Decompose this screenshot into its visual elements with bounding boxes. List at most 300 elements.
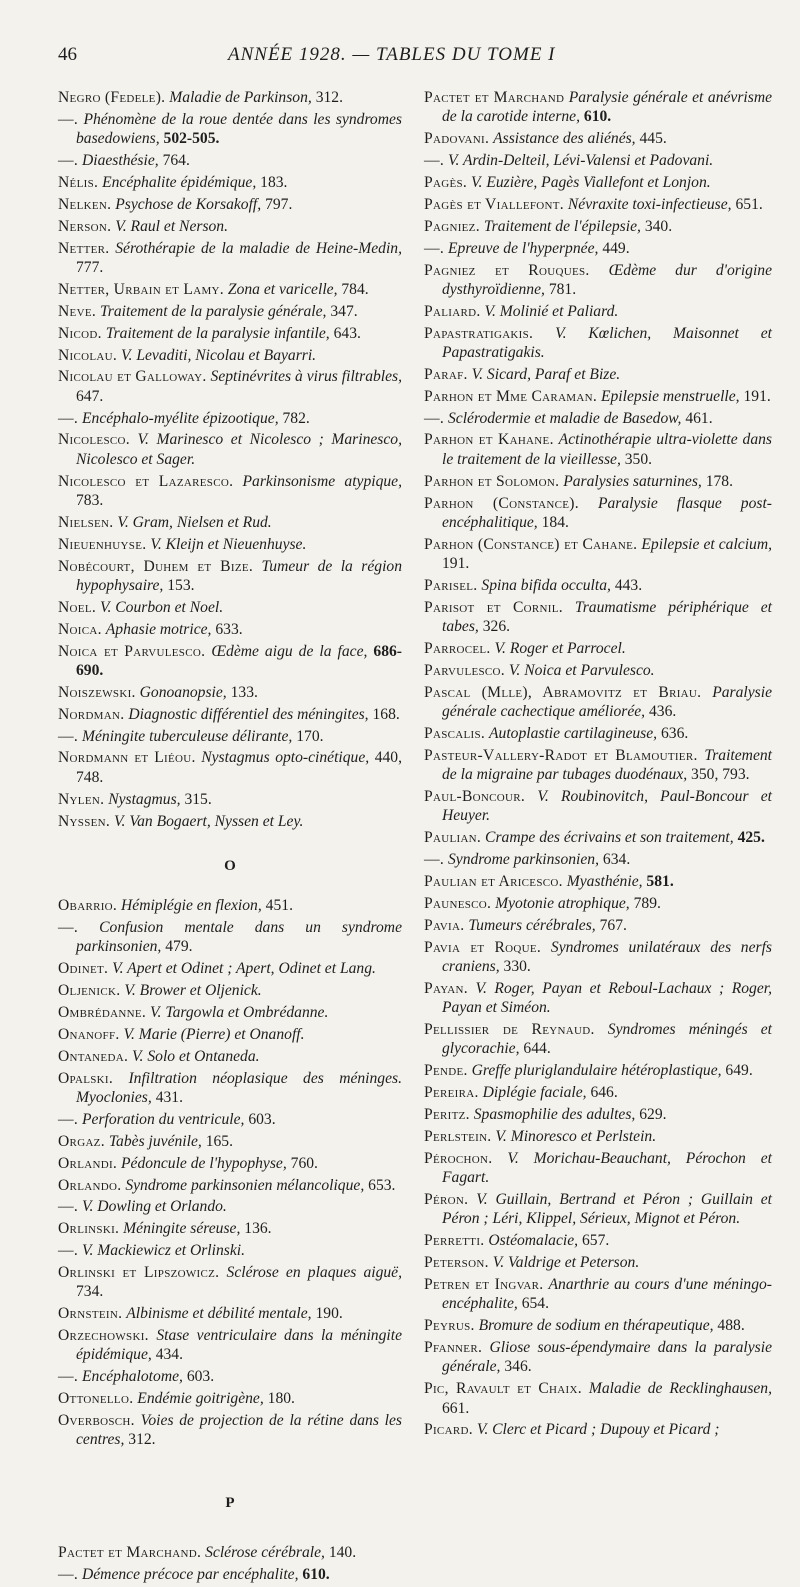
index-entry: [424, 324, 772, 363]
entry-author: Parvulesco.: [424, 661, 505, 679]
entry-title: Traitement de l'épilepsie,: [483, 217, 641, 235]
index-entry: [58, 727, 402, 746]
entry-author: Onanoff.: [58, 1025, 120, 1043]
entry-author: Nicolau.: [58, 346, 118, 364]
section-heading-o: O: [224, 857, 236, 874]
index-entry: [58, 598, 402, 617]
entry-pages: 445.: [639, 130, 667, 148]
entry-pages: 312.: [315, 89, 343, 106]
entry-title: Epilepsie et calcium,: [641, 535, 772, 553]
entry-author: —.: [58, 1368, 79, 1386]
entry-author: Noel.: [58, 598, 97, 616]
index-entry: [424, 387, 772, 406]
index-entry: [58, 346, 402, 365]
entry-author: Nelken.: [58, 195, 112, 213]
entry-title: Syndromes méningés et glycorachie,: [442, 1021, 772, 1058]
entry-title: V. Roger et Parrocel.: [494, 640, 626, 657]
entry-author: Obarrio.: [58, 897, 118, 915]
entry-pages: 184.: [541, 513, 569, 531]
index-entry: [424, 787, 772, 826]
entry-author: Parhon (Constance).: [424, 494, 579, 512]
entry-title: V. Courbon et Noel.: [99, 598, 224, 616]
entry-pages: 784.: [341, 280, 369, 298]
entry-title: Encéphalo-myélite épizootique,: [82, 409, 279, 427]
entry-pages: 636.: [660, 724, 689, 742]
entry-author: Parrocel.: [424, 640, 491, 657]
entry-title: Phénomène de la roue dentée dans les syndromes basedowiens,: [76, 110, 402, 148]
entry-author: Parhon et Kahane.: [424, 431, 554, 449]
entry-pages: 781.: [548, 280, 577, 298]
entry-pages: 782.: [282, 409, 310, 427]
entry-author: —.: [424, 851, 445, 869]
entry-author: Paul-Boncour.: [424, 788, 526, 806]
entry-author: Pic, Ravault et Chaix.: [424, 1380, 582, 1398]
entries-p-left: [58, 1543, 402, 1584]
entry-author: Pfanner.: [424, 1339, 483, 1357]
entry-author: Overbosch.: [58, 1412, 135, 1430]
entry-pages: 436.: [648, 703, 677, 721]
entry-pages: 581.: [646, 873, 674, 891]
entry-title: V. Kœlichen, Maisonnet et Papastratigakis.: [442, 324, 772, 361]
index-entry: [58, 790, 402, 809]
entry-title: Anarthrie au cours d'une méningo-encéphalite,: [442, 1275, 772, 1313]
index-entry: [58, 1367, 402, 1386]
index-entry: [424, 1061, 772, 1080]
entry-pages: 350.: [624, 450, 653, 468]
index-entry: [58, 367, 402, 406]
entry-author: Netter, Urbain et Lamy.: [58, 280, 224, 298]
entry-title: Paralysie générale et anévrisme de la carotide interne,: [442, 89, 772, 126]
entry-pages: 140.: [328, 1544, 357, 1562]
entry-title: V. Marinesco et Nicolesco ; Marinesco, Nicolesco et Sager.: [76, 431, 402, 468]
entry-pages: 168.: [372, 705, 400, 723]
index-entry: [424, 916, 772, 935]
entry-title: V. Apert et Odinet ; Apert, Odinet et Lang.: [112, 960, 376, 978]
entry-author: Paunesco.: [424, 894, 492, 912]
entry-author: Nielsen.: [58, 513, 114, 531]
index-entry: [424, 661, 772, 680]
index-entry: [424, 979, 772, 1018]
entry-author: Nerson.: [58, 217, 112, 235]
entry-pages: 180.: [267, 1390, 295, 1408]
index-entry: [58, 705, 402, 724]
entry-title: Hémiplégie en flexion,: [121, 897, 262, 915]
index-entry: [424, 1379, 772, 1418]
section-heading-p: P: [225, 1494, 235, 1511]
entry-author: Pavia.: [424, 916, 465, 934]
entry-author: Nicolau et Galloway.: [58, 368, 207, 386]
entry-author: Nicolesco.: [58, 431, 130, 449]
entry-author: —.: [424, 239, 445, 257]
entry-author: —.: [58, 152, 79, 170]
entry-author: Perretti.: [424, 1232, 485, 1250]
entry-title: Epreuve de l'hyperpnée,: [448, 239, 599, 257]
entry-pages: 136.: [244, 1220, 272, 1238]
entry-pages: 661.: [442, 1399, 470, 1417]
index-entry: [58, 642, 402, 681]
index-entry: [58, 1263, 402, 1302]
entry-author: —.: [58, 110, 79, 128]
index-entry: [424, 239, 772, 258]
entry-author: Pascal (Mlle), Abramovitz et Briau.: [424, 683, 702, 701]
index-entry: [58, 324, 402, 343]
entries-o: [58, 896, 402, 1450]
index-entry: [424, 302, 772, 321]
entry-author: Netter.: [58, 239, 110, 257]
entry-author: Orlandi.: [58, 1154, 118, 1172]
entry-pages: 764.: [162, 152, 190, 170]
entry-pages: 425.: [737, 829, 765, 847]
entry-title: Traitement de la paralysie générale,: [99, 302, 327, 320]
entry-title: Tabès juvénile,: [108, 1132, 202, 1150]
entry-author: Nélis.: [58, 173, 99, 191]
index-entry: [58, 239, 402, 278]
index-entry: [424, 850, 772, 869]
index-entry: [58, 1389, 402, 1408]
index-entry: [424, 746, 772, 785]
entry-pages: 603.: [248, 1110, 276, 1128]
entry-title: Méningite tuberculeuse délirante,: [82, 727, 293, 745]
entry-author: Ornstein.: [58, 1305, 123, 1323]
entry-pages: 178.: [705, 472, 733, 490]
entry-title: Encéphalotome,: [82, 1368, 183, 1386]
entry-title: Maladie de Parkinson,: [169, 89, 312, 106]
index-entry: [424, 430, 772, 469]
entry-author: Odinet.: [58, 960, 109, 978]
index-entry: [424, 1149, 772, 1188]
entry-pages: 153.: [167, 576, 195, 594]
index-entry: [58, 302, 402, 321]
entry-pages: 603.: [186, 1368, 215, 1386]
entry-title: Endémie goitrigène,: [137, 1390, 264, 1408]
entry-pages: 657.: [581, 1232, 610, 1250]
index-entry: [424, 1083, 772, 1102]
index-entry: [424, 151, 772, 170]
index-entry: [58, 1219, 402, 1238]
entry-title: V. Gram, Nielsen et Rud.: [117, 513, 272, 531]
entry-pages: 610.: [302, 1565, 330, 1583]
entry-title: V. Noica et Parvulesco.: [508, 661, 655, 679]
entry-pages: 643.: [333, 324, 361, 342]
entry-title: Voies de projection de la rétine dans les centres,: [76, 1412, 402, 1449]
entry-title: Epilepsie menstruelle,: [600, 387, 740, 405]
entry-title: Myotonie atrophique,: [495, 894, 630, 912]
entry-title: Encéphalite épidémique,: [102, 173, 257, 191]
index-entry: [424, 1105, 772, 1124]
entries-p-right: [424, 88, 772, 1440]
entry-pages: 165.: [205, 1132, 233, 1150]
entry-author: Nicod.: [58, 324, 102, 342]
index-entry: [58, 620, 402, 639]
entry-author: Ontaneda.: [58, 1047, 129, 1065]
index-entry: [424, 1231, 772, 1250]
entry-pages: 183.: [260, 173, 288, 191]
entry-pages: 644.: [523, 1040, 551, 1058]
entry-title: Gliose sous-épendymaire dans la paralysie générale,: [442, 1339, 772, 1376]
entry-author: Paliard.: [424, 302, 481, 320]
index-entry: [58, 430, 402, 469]
entry-title: V. Ardin-Delteil, Lévi-Valensi et Padovani.: [448, 152, 714, 170]
entry-title: Œdème dur d'origine dysthyroïdienne,: [442, 261, 772, 298]
entry-title: Méningite séreuse,: [123, 1220, 241, 1238]
entry-author: Noiszewski.: [58, 683, 136, 701]
index-entry: [58, 1132, 402, 1151]
entry-author: —.: [58, 727, 79, 745]
entry-pages: 434.: [155, 1346, 183, 1364]
entry-title: Syndromes unilatéraux des nerfs craniens,: [442, 938, 772, 975]
index-entry: [424, 195, 772, 214]
entry-pages: 789.: [633, 894, 661, 912]
entry-title: V. Clerc et Picard ; Dupouy et Picard ;: [476, 1421, 720, 1439]
entry-title: Diplégie faciale,: [482, 1084, 587, 1102]
entry-author: Orlinski.: [58, 1220, 120, 1238]
entry-author: Orlinski et Lipszowicz.: [58, 1264, 220, 1282]
index-entry: [424, 1253, 772, 1272]
index-entry: [58, 896, 402, 915]
entry-pages: 783.: [76, 491, 104, 509]
entry-author: Noica.: [58, 620, 102, 638]
entry-title: Tumeurs cérébrales,: [468, 916, 596, 934]
left-column: [58, 88, 402, 1587]
entry-author: Parhon et Solomon.: [424, 472, 560, 490]
entry-author: Pagniez et Rouques.: [424, 261, 590, 279]
entry-title: Nystagmus opto-cinétique,: [201, 749, 370, 767]
entry-title: Paralysie générale cachectique améliorée,: [442, 683, 772, 721]
index-entry: [424, 217, 772, 236]
index-entry: [424, 494, 772, 533]
index-entry: [58, 959, 402, 978]
index-entry: [58, 88, 402, 107]
entry-title: Albinisme et débilité mentale,: [126, 1305, 312, 1323]
entry-author: Papastratigakis.: [424, 324, 534, 342]
entry-pages: 610.: [583, 108, 612, 126]
entry-author: Paulian.: [424, 829, 482, 847]
entry-author: Pasteur-Vallery-Radot et Blamoutier.: [424, 746, 698, 764]
entry-pages: 340.: [644, 217, 673, 235]
entry-author: Picard.: [424, 1421, 473, 1439]
entry-author: Paraf.: [424, 365, 468, 383]
entry-pages: 647.: [76, 387, 104, 405]
index-entry: [58, 748, 402, 787]
entry-author: Pagniez.: [424, 217, 480, 235]
index-entry: [58, 195, 402, 214]
entry-title: V. Molinié et Paliard.: [484, 302, 619, 320]
index-entry: [58, 472, 402, 511]
index-entry: [58, 1565, 402, 1584]
entry-pages: 633.: [215, 620, 243, 638]
entry-title: Paralysie flasque post-encéphalitique,: [442, 494, 772, 531]
entry-pages: 443.: [614, 576, 643, 594]
index-entry: [58, 1154, 402, 1173]
index-entry: [58, 1304, 402, 1323]
index-entry: [424, 173, 772, 192]
index-entry: [424, 129, 772, 148]
entry-title: Ostéomalacie,: [488, 1232, 579, 1250]
entry-pages: 330.: [503, 957, 531, 975]
entry-author: Payan.: [424, 979, 468, 997]
entry-title: Pédoncule de l'hypophyse,: [121, 1154, 287, 1172]
index-entry: [424, 1420, 772, 1439]
entry-author: Pellissier de Reynaud.: [424, 1021, 595, 1039]
index-entry: [58, 1176, 402, 1195]
entry-title: V. Sicard, Paraf et Bize.: [471, 365, 621, 383]
entry-title: Diagnostic différentiel des méningites,: [128, 705, 369, 723]
index-entry: [424, 409, 772, 428]
entry-author: —.: [58, 409, 79, 427]
entry-title: Greffe pluriglandulaire hétéroplastique,: [471, 1062, 722, 1080]
entry-pages: 502-505.: [163, 130, 220, 148]
entry-title: Zona et varicelle,: [227, 280, 338, 298]
entry-title: Spasmophilie des adultes,: [473, 1106, 636, 1124]
entry-pages: 312.: [128, 1431, 156, 1449]
entry-author: Pereira.: [424, 1084, 479, 1102]
entry-pages: 479.: [165, 938, 193, 956]
right-column: [424, 88, 772, 1442]
entry-title: Assistance des aliénés,: [493, 130, 636, 148]
index-entry: [58, 1003, 402, 1022]
entry-title: Névraxite toxi-infectieuse,: [567, 195, 732, 213]
index-entry: [58, 513, 402, 532]
entry-pages: 190.: [315, 1305, 343, 1323]
index-entry: [424, 1020, 772, 1059]
index-entry: [424, 598, 772, 637]
entry-pages: 760.: [290, 1154, 318, 1172]
entry-author: —.: [58, 1565, 79, 1583]
index-entry: [424, 535, 772, 574]
entry-pages: 191.: [442, 555, 470, 573]
entry-author: Nicolesco et Lazaresco.: [58, 472, 234, 490]
entry-pages: 797.: [265, 195, 293, 213]
entry-author: —.: [58, 919, 79, 937]
entry-title: V. Morichau-Beauchant, Pérochon et Fagart.: [442, 1149, 772, 1187]
entry-author: Petren et Ingvar.: [424, 1275, 544, 1293]
entry-title: Autoplastie cartilagineuse,: [489, 724, 658, 742]
entry-author: Orgaz.: [58, 1132, 105, 1150]
index-entry: [58, 280, 402, 299]
entry-author: Pagès et Viallefont.: [424, 195, 564, 213]
index-entry: [424, 1190, 772, 1229]
entry-pages: 767.: [599, 916, 627, 934]
index-entry: [424, 938, 772, 977]
entry-author: Opalski.: [58, 1069, 114, 1087]
entry-author: Oljenick.: [58, 982, 121, 1000]
entry-title: V. Roger, Payan et Reboul-Lachaux ; Roger, Payan et Siméon.: [442, 979, 772, 1017]
index-entry: [424, 1316, 772, 1335]
entry-title: V. Kleijn et Nieuenhuyse.: [150, 535, 307, 553]
entry-author: —.: [424, 152, 445, 170]
entry-author: Ottonello.: [58, 1390, 134, 1408]
index-entry: [58, 918, 402, 957]
entry-title: Actinothérapie ultra-violette dans le traitement de la vieillesse,: [442, 431, 772, 468]
entry-title: V. Euzière, Pagès Viallefont et Lonjon.: [471, 173, 711, 191]
entry-pages: 347.: [330, 302, 358, 320]
entry-author: Nieuenhuyse.: [58, 535, 147, 553]
index-entry: [424, 1127, 772, 1146]
entry-title: Sclérose en plaques aiguë,: [226, 1264, 402, 1282]
entry-author: Peritz.: [424, 1106, 470, 1124]
entry-pages: 629.: [639, 1106, 667, 1124]
entry-title: Nystagmus,: [108, 790, 181, 808]
index-entry: [424, 365, 772, 384]
entry-pages: 686-690.: [76, 642, 402, 679]
index-entry: [424, 639, 772, 658]
entry-title: V. Levaditi, Nicolau et Bayarri.: [121, 346, 317, 364]
index-entry: [424, 724, 772, 743]
entry-title: Traitement de la migraine par tubages duodénaux,: [442, 746, 772, 784]
index-entry: [58, 1197, 402, 1216]
entry-author: —.: [58, 1110, 79, 1128]
entry-author: Nobécourt, Duhem et Bize.: [58, 557, 254, 575]
entry-pages: 451.: [265, 897, 293, 915]
index-entry: [58, 1241, 402, 1260]
running-head: ANNÉE 1928. — TABLES DU TOME I: [228, 44, 556, 65]
entry-author: Peterson.: [424, 1254, 489, 1272]
entry-title: Œdème aigu de la face,: [211, 642, 368, 660]
index-entry: [58, 217, 402, 236]
entry-author: Nordmann et Liéou.: [58, 749, 196, 767]
entry-author: Paulian et Aricesco.: [424, 873, 563, 891]
index-entry: [58, 1110, 402, 1129]
index-entry: [424, 472, 772, 491]
index-entry: [424, 894, 772, 913]
index-entry: [424, 683, 772, 722]
entry-pages: 315.: [184, 790, 212, 808]
entry-title: Sérothérapie de la maladie de Heine-Medin,: [115, 239, 402, 257]
entry-pages: 440, 748.: [76, 749, 402, 786]
index-entry: [424, 88, 772, 127]
entry-author: Nyssen.: [58, 812, 111, 830]
entry-title: V. Brower et Oljenick.: [124, 982, 262, 1000]
entry-author: —.: [424, 409, 445, 427]
index-entry: [424, 261, 772, 300]
page-header: [58, 44, 770, 74]
entry-pages: 649.: [725, 1062, 753, 1080]
index-entry: [58, 557, 402, 596]
index-entry: [58, 981, 402, 1000]
entry-title: Psychose de Korsakoff,: [115, 195, 262, 213]
entry-title: Sclérose cérébrale,: [205, 1544, 325, 1562]
entry-pages: 634.: [602, 851, 631, 869]
index-entry: [58, 1326, 402, 1365]
entry-author: Parhon et Mme Caraman.: [424, 387, 598, 405]
entry-title: Confusion mentale dans un syndrome parkinsonien,: [76, 919, 402, 956]
entry-pages: 191.: [743, 387, 771, 405]
entry-title: Parkinsonisme atypique,: [242, 472, 402, 490]
entry-author: Pavia et Roque.: [424, 938, 542, 956]
entry-title: Tumeur de la région hypophysaire,: [76, 557, 402, 594]
entry-pages: 651.: [735, 195, 763, 213]
entry-title: Gonoanopsie,: [139, 683, 227, 701]
page-number: 46: [58, 44, 77, 65]
entry-pages: 734.: [76, 1283, 104, 1301]
entry-title: Myasthénie,: [566, 873, 643, 891]
entry-pages: 654.: [521, 1295, 549, 1313]
index-entry: [424, 872, 772, 891]
entry-pages: 170.: [296, 727, 324, 745]
entry-author: Parhon (Constance) et Cahane.: [424, 535, 638, 553]
entry-title: Syndrome parkinsonien mélancolique,: [125, 1176, 365, 1194]
entry-title: Diaesthésie,: [82, 152, 159, 170]
entry-author: Orzechowski.: [58, 1327, 149, 1345]
entry-pages: 350, 793.: [691, 766, 750, 784]
entry-pages: 646.: [590, 1084, 618, 1102]
index-entry: [424, 828, 772, 847]
entry-title: V. Targowla et Ombrédanne.: [150, 1003, 329, 1021]
entry-title: V. Valdrige et Peterson.: [492, 1254, 640, 1272]
entry-pages: 449.: [602, 239, 630, 257]
entry-title: Syndrome parkinsonien,: [448, 851, 600, 869]
entry-title: V. Marie (Pierre) et Onanoff.: [123, 1025, 305, 1043]
